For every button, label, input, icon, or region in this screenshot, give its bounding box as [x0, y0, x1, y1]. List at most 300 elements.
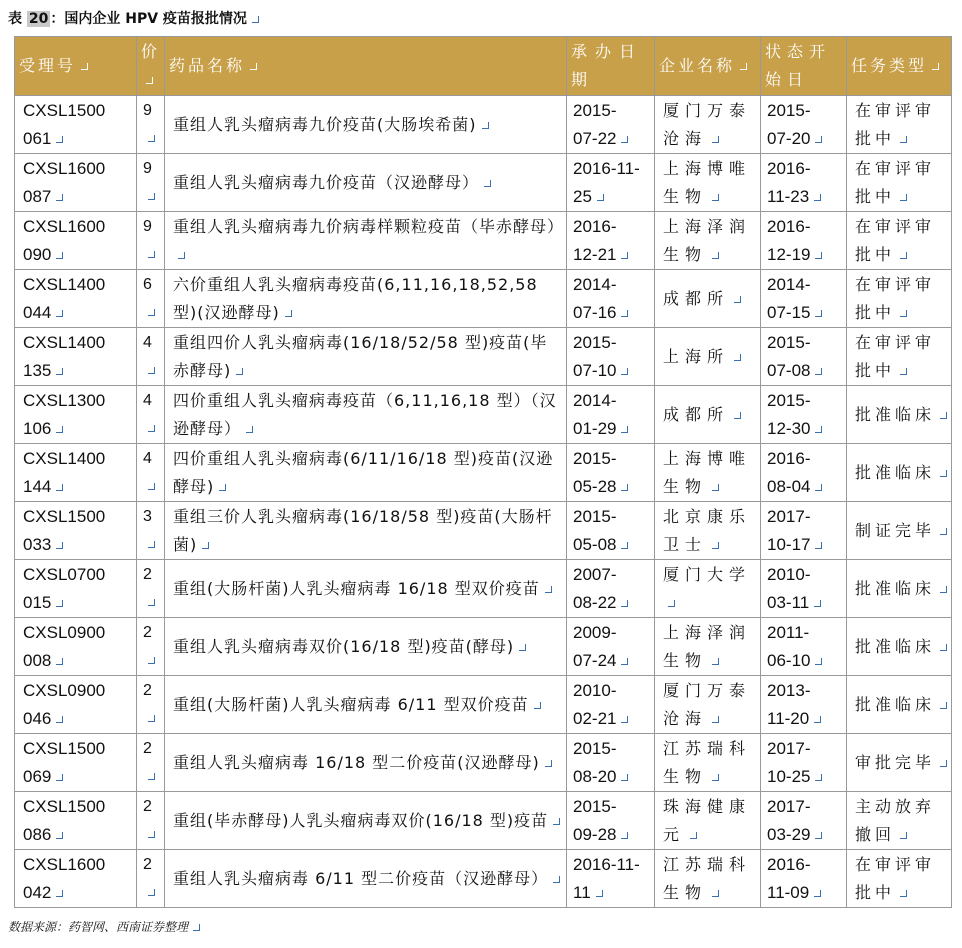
cell-text: 厦门大学	[663, 564, 752, 584]
cell-text: 重组(毕赤酵母)人乳头瘤病毒双价(16/18 型)疫苗	[173, 810, 549, 830]
header-date: 承办日期	[567, 37, 655, 96]
cell-accept-date	[567, 270, 655, 328]
paragraph-mark-icon	[56, 368, 63, 375]
table-row	[15, 212, 952, 270]
cell-text: 11	[573, 882, 591, 902]
table-row	[15, 444, 952, 502]
paragraph-mark-icon	[148, 773, 155, 780]
paragraph-mark-icon	[900, 890, 907, 897]
cell-accept-date	[567, 444, 655, 502]
cell-company	[655, 386, 761, 444]
cell-text: 2013-	[767, 680, 811, 700]
cell-text: CXSL1600	[23, 854, 106, 874]
paragraph-mark-icon	[621, 832, 628, 839]
cell-status-date	[761, 444, 847, 502]
table-row	[15, 734, 952, 792]
table-caption	[8, 6, 259, 32]
cell-text: 主动放弃	[855, 796, 936, 816]
cell-task-type	[847, 734, 952, 792]
cell-text: 2016-	[767, 854, 811, 874]
cell-accept-date	[567, 502, 655, 560]
paragraph-mark-icon	[940, 412, 947, 419]
cell-accept-date	[567, 386, 655, 444]
cell-task-type	[847, 270, 952, 328]
cell-text: 批中	[855, 128, 896, 148]
paragraph-mark-icon	[712, 774, 719, 781]
cell-company	[655, 328, 761, 386]
paragraph-mark-icon	[621, 368, 628, 375]
cell-text: 9	[143, 217, 152, 235]
cell-drug-name	[165, 734, 567, 792]
cell-text: 生物	[663, 882, 708, 902]
paragraph-mark-icon	[814, 716, 821, 723]
cell-text: 061	[23, 128, 52, 148]
cell-text: 2016-	[767, 158, 811, 178]
cell-text: 批中	[855, 302, 896, 322]
table-row	[15, 850, 952, 908]
caption-text: ：国内企业 HPV 疫苗报批情况	[50, 11, 247, 27]
cell-text: 07-10	[573, 360, 617, 380]
paragraph-mark-icon	[81, 63, 88, 70]
paragraph-mark-icon	[56, 542, 63, 549]
cell-text: 重组人乳头瘤病毒九价疫苗(大肠埃希菌)	[173, 114, 477, 134]
table-header-row	[15, 37, 952, 96]
cell-text: 2016-	[767, 216, 811, 236]
cell-text: 08-04	[767, 476, 811, 496]
paragraph-mark-icon	[621, 136, 628, 143]
cell-accept-date	[567, 96, 655, 154]
paragraph-mark-icon	[56, 832, 63, 839]
hpv-approval-table	[14, 36, 952, 908]
cell-text: 144	[23, 476, 52, 496]
cell-text: 07-16	[573, 302, 617, 322]
cell-company	[655, 850, 761, 908]
cell-text: CXSL1400	[23, 274, 106, 294]
paragraph-mark-icon	[482, 122, 489, 129]
cell-code	[15, 444, 137, 502]
cell-code	[15, 618, 137, 676]
paragraph-mark-icon	[621, 542, 628, 549]
cell-company	[655, 618, 761, 676]
paragraph-mark-icon	[202, 542, 209, 549]
paragraph-mark-icon	[545, 760, 552, 767]
table-row	[15, 676, 952, 734]
paragraph-mark-icon	[252, 16, 259, 23]
paragraph-mark-icon	[56, 890, 63, 897]
paragraph-mark-icon	[193, 924, 200, 931]
cell-text: 2014-	[573, 390, 617, 410]
paragraph-mark-icon	[932, 63, 939, 70]
cell-company	[655, 154, 761, 212]
cell-text: 2015-	[573, 448, 617, 468]
cell-valence	[137, 212, 165, 270]
table-row	[15, 618, 952, 676]
cell-text: 生物	[663, 186, 708, 206]
cell-text: 重组人乳头瘤病毒 16/18 型二价疫苗(汉逊酵母)	[173, 752, 540, 772]
cell-text: 2	[143, 681, 152, 699]
cell-valence	[137, 502, 165, 560]
cell-accept-date	[567, 792, 655, 850]
cell-status-date	[761, 850, 847, 908]
cell-text: 2015-	[573, 332, 617, 352]
cell-text: CXSL1500	[23, 100, 106, 120]
paragraph-mark-icon	[900, 136, 907, 143]
paragraph-mark-icon	[815, 426, 822, 433]
cell-text: CXSL0900	[23, 680, 106, 700]
cell-text: 江苏瑞科	[663, 738, 752, 758]
cell-text: 成都所	[663, 288, 730, 308]
paragraph-mark-icon	[148, 367, 155, 374]
paragraph-mark-icon	[940, 528, 947, 535]
cell-text: CXSL0700	[23, 564, 106, 584]
cell-accept-date	[567, 676, 655, 734]
paragraph-mark-icon	[621, 426, 628, 433]
cell-code	[15, 154, 137, 212]
cell-text: CXSL1500	[23, 738, 106, 758]
cell-text: 在审评审	[855, 274, 936, 294]
paragraph-mark-icon	[596, 890, 603, 897]
cell-text: 086	[23, 824, 52, 844]
cell-drug-name	[165, 270, 567, 328]
paragraph-mark-icon	[56, 194, 63, 201]
cell-valence	[137, 560, 165, 618]
cell-text: 044	[23, 302, 52, 322]
paragraph-mark-icon	[900, 832, 907, 839]
cell-text: 上海博唯	[663, 448, 752, 468]
cell-text: 生物	[663, 476, 708, 496]
cell-text: 12-19	[767, 244, 811, 264]
cell-valence	[137, 386, 165, 444]
paragraph-mark-icon	[56, 600, 63, 607]
cell-text: 重组人乳头瘤病毒双价(16/18 型)疫苗(酵母)	[173, 636, 515, 656]
cell-text: 2015-	[573, 100, 617, 120]
cell-status-date	[761, 560, 847, 618]
cell-text: 重组人乳头瘤病毒 6/11 型二价疫苗（汉逊酵母）	[173, 868, 549, 888]
cell-valence	[137, 444, 165, 502]
paragraph-mark-icon	[56, 310, 63, 317]
cell-text: 03-29	[767, 824, 811, 844]
cell-valence	[137, 850, 165, 908]
cell-text: 2010-	[573, 680, 617, 700]
paragraph-mark-icon	[712, 658, 719, 665]
table-row	[15, 792, 952, 850]
cell-text: 批准临床	[855, 404, 936, 424]
paragraph-mark-icon	[148, 599, 155, 606]
header-name: 药品名称	[165, 37, 567, 96]
cell-text: 六价重组人乳头瘤病毒疫苗(6,11,16,18,52,58 型)(汉逊酵母)	[173, 274, 538, 322]
paragraph-mark-icon	[146, 77, 153, 84]
cell-status-date	[761, 270, 847, 328]
cell-text: 批准临床	[855, 636, 936, 656]
cell-text: 批准临床	[855, 694, 936, 714]
cell-accept-date	[567, 212, 655, 270]
paragraph-mark-icon	[900, 310, 907, 317]
cell-drug-name	[165, 154, 567, 212]
cell-text: 江苏瑞科	[663, 854, 752, 874]
cell-drug-name	[165, 850, 567, 908]
cell-text: 2017-	[767, 506, 811, 526]
cell-text: 2009-	[573, 622, 617, 642]
cell-valence	[137, 96, 165, 154]
cell-status-date	[761, 212, 847, 270]
paragraph-mark-icon	[900, 194, 907, 201]
cell-status-date	[761, 618, 847, 676]
cell-text: 重组(大肠杆菌)人乳头瘤病毒 6/11 型双价疫苗	[173, 694, 529, 714]
cell-text: 在审评审	[855, 216, 936, 236]
cell-accept-date	[567, 734, 655, 792]
cell-text: 2015-	[573, 506, 617, 526]
cell-text: 批准临床	[855, 578, 936, 598]
paragraph-mark-icon	[219, 484, 226, 491]
cell-task-type	[847, 792, 952, 850]
paragraph-mark-icon	[534, 702, 541, 709]
paragraph-mark-icon	[621, 484, 628, 491]
cell-text: 9	[143, 101, 152, 119]
cell-text: 10-25	[767, 766, 811, 786]
cell-text: 08-22	[573, 592, 617, 612]
paragraph-mark-icon	[545, 586, 552, 593]
cell-text: 9	[143, 159, 152, 177]
paragraph-mark-icon	[815, 484, 822, 491]
paragraph-mark-icon	[250, 63, 257, 70]
header-start: 状态开始日	[761, 37, 847, 96]
cell-text: 069	[23, 766, 52, 786]
paragraph-mark-icon	[553, 876, 560, 883]
cell-company	[655, 734, 761, 792]
cell-text: 生物	[663, 650, 708, 670]
cell-text: 07-15	[767, 302, 811, 322]
cell-accept-date	[567, 850, 655, 908]
cell-text: 2007-	[573, 564, 617, 584]
cell-drug-name	[165, 502, 567, 560]
paragraph-mark-icon	[815, 310, 822, 317]
cell-code	[15, 96, 137, 154]
table-row	[15, 270, 952, 328]
cell-valence	[137, 328, 165, 386]
cell-text: 在审评审	[855, 854, 936, 874]
cell-text: 090	[23, 244, 52, 264]
cell-text: 10-17	[767, 534, 811, 554]
cell-status-date	[761, 792, 847, 850]
cell-text: 4	[143, 391, 152, 409]
cell-text: CXSL1400	[23, 448, 106, 468]
cell-text: 11-09	[767, 882, 810, 902]
cell-text: CXSL1600	[23, 216, 106, 236]
paragraph-mark-icon	[734, 354, 741, 361]
paragraph-mark-icon	[621, 310, 628, 317]
paragraph-mark-icon	[940, 470, 947, 477]
cell-text: 批准临床	[855, 462, 936, 482]
paragraph-mark-icon	[148, 483, 155, 490]
cell-status-date	[761, 154, 847, 212]
cell-text: 2015-	[767, 100, 811, 120]
cell-task-type	[847, 560, 952, 618]
caption-number: 20	[28, 11, 49, 27]
paragraph-mark-icon	[56, 136, 63, 143]
cell-drug-name	[165, 676, 567, 734]
cell-code	[15, 386, 137, 444]
cell-valence	[137, 270, 165, 328]
cell-company	[655, 96, 761, 154]
paragraph-mark-icon	[148, 193, 155, 200]
cell-text: 3	[143, 507, 152, 525]
cell-text: CXSL1600	[23, 158, 106, 178]
cell-text: 重组四价人乳头瘤病毒(16/18/52/58 型)疫苗(毕赤酵母)	[173, 332, 548, 380]
cell-text: 4	[143, 333, 152, 351]
paragraph-mark-icon	[815, 832, 822, 839]
cell-valence	[137, 154, 165, 212]
paragraph-mark-icon	[148, 309, 155, 316]
cell-drug-name	[165, 386, 567, 444]
paragraph-mark-icon	[148, 251, 155, 258]
paragraph-mark-icon	[815, 252, 822, 259]
cell-task-type	[847, 618, 952, 676]
cell-drug-name	[165, 618, 567, 676]
paragraph-mark-icon	[668, 600, 675, 607]
paragraph-mark-icon	[621, 658, 628, 665]
cell-drug-name	[165, 212, 567, 270]
cell-company	[655, 676, 761, 734]
cell-company	[655, 560, 761, 618]
paragraph-mark-icon	[940, 644, 947, 651]
cell-text: 087	[23, 186, 52, 206]
table-row	[15, 154, 952, 212]
paragraph-mark-icon	[712, 252, 719, 259]
table-row	[15, 560, 952, 618]
paragraph-mark-icon	[815, 774, 822, 781]
cell-text: 07-24	[573, 650, 617, 670]
paragraph-mark-icon	[56, 252, 63, 259]
header-task: 任务类型	[847, 37, 952, 96]
paragraph-mark-icon	[712, 890, 719, 897]
paragraph-mark-icon	[815, 136, 822, 143]
paragraph-mark-icon	[246, 426, 253, 433]
cell-valence	[137, 734, 165, 792]
cell-text: 05-08	[573, 534, 617, 554]
cell-company	[655, 792, 761, 850]
paragraph-mark-icon	[712, 136, 719, 143]
cell-status-date	[761, 734, 847, 792]
cell-text: 批中	[855, 244, 896, 264]
cell-text: 2010-	[767, 564, 811, 584]
paragraph-mark-icon	[815, 368, 822, 375]
cell-text: 审批完毕	[855, 752, 936, 772]
cell-text: CXSL1500	[23, 506, 106, 526]
paragraph-mark-icon	[148, 715, 155, 722]
cell-text: 2017-	[767, 796, 811, 816]
paragraph-mark-icon	[148, 657, 155, 664]
cell-status-date	[761, 676, 847, 734]
cell-task-type	[847, 676, 952, 734]
cell-text: 4	[143, 449, 152, 467]
cell-accept-date	[567, 154, 655, 212]
cell-task-type	[847, 328, 952, 386]
caption-prefix: 表	[8, 11, 22, 27]
cell-text: 046	[23, 708, 52, 728]
cell-text: 珠海健康	[663, 796, 752, 816]
cell-text: 2017-	[767, 738, 811, 758]
cell-task-type	[847, 386, 952, 444]
cell-task-type	[847, 154, 952, 212]
paragraph-mark-icon	[56, 484, 63, 491]
paragraph-mark-icon	[621, 600, 628, 607]
cell-text: 2015-	[767, 390, 811, 410]
paragraph-mark-icon	[236, 368, 243, 375]
cell-code	[15, 792, 137, 850]
cell-status-date	[761, 502, 847, 560]
cell-company	[655, 502, 761, 560]
cell-code	[15, 212, 137, 270]
paragraph-mark-icon	[553, 818, 560, 825]
cell-code	[15, 270, 137, 328]
cell-text: 北京康乐	[663, 506, 752, 526]
paragraph-mark-icon	[940, 760, 947, 767]
cell-text: 042	[23, 882, 52, 902]
cell-text: 在审评审	[855, 332, 936, 352]
cell-text: 上海泽润	[663, 216, 752, 236]
paragraph-mark-icon	[712, 716, 719, 723]
cell-text: 12-21	[573, 244, 617, 264]
cell-text: 上海所	[663, 346, 730, 366]
cell-text: 2	[143, 565, 152, 583]
paragraph-mark-icon	[56, 658, 63, 665]
paragraph-mark-icon	[900, 252, 907, 259]
cell-text: 01-29	[573, 418, 617, 438]
table-row	[15, 502, 952, 560]
cell-text: 008	[23, 650, 52, 670]
cell-accept-date	[567, 618, 655, 676]
cell-text: 上海博唯	[663, 158, 752, 178]
cell-text: 07-22	[573, 128, 617, 148]
table-row	[15, 96, 952, 154]
cell-valence	[137, 676, 165, 734]
cell-accept-date	[567, 328, 655, 386]
cell-text: 2	[143, 855, 152, 873]
cell-text: 11-23	[767, 186, 810, 206]
cell-text: 2016-	[767, 448, 811, 468]
cell-status-date	[761, 96, 847, 154]
cell-text: CXSL1300	[23, 390, 106, 410]
cell-drug-name	[165, 560, 567, 618]
cell-text: 06-10	[767, 650, 811, 670]
paragraph-mark-icon	[484, 180, 491, 187]
cell-text: 重组人乳头瘤病毒九价疫苗（汉逊酵母）	[173, 172, 480, 192]
cell-text: 015	[23, 592, 52, 612]
header-valence: 价	[137, 37, 165, 96]
cell-code	[15, 560, 137, 618]
cell-text: 08-20	[573, 766, 617, 786]
paragraph-mark-icon	[940, 702, 947, 709]
cell-drug-name	[165, 328, 567, 386]
cell-company	[655, 212, 761, 270]
cell-text: 2016-11-	[573, 158, 640, 178]
cell-task-type	[847, 444, 952, 502]
paragraph-mark-icon	[712, 194, 719, 201]
cell-text: 在审评审	[855, 100, 936, 120]
cell-text: 制证完毕	[855, 520, 936, 540]
cell-text: 6	[143, 275, 152, 293]
cell-text: 沧海	[663, 708, 708, 728]
paragraph-mark-icon	[712, 542, 719, 549]
cell-code	[15, 734, 137, 792]
cell-code	[15, 328, 137, 386]
cell-text: 厦门万泰	[663, 100, 752, 120]
cell-text: 2014-	[573, 274, 617, 294]
cell-valence	[137, 792, 165, 850]
cell-text: 11-20	[767, 708, 810, 728]
paragraph-mark-icon	[519, 644, 526, 651]
cell-accept-date	[567, 560, 655, 618]
